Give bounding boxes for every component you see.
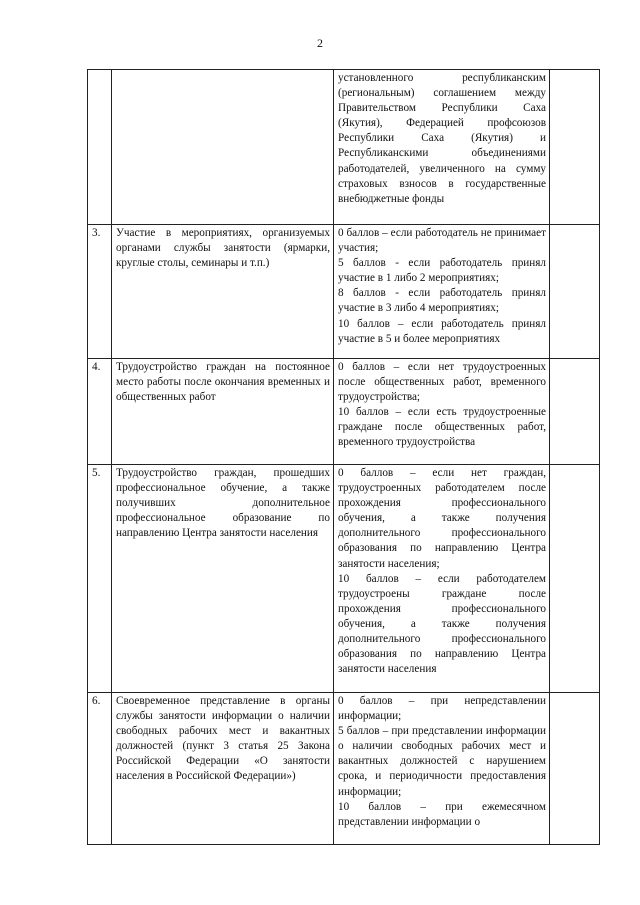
empty-cell [550, 225, 600, 359]
table-row [88, 225, 600, 359]
empty-cell [550, 465, 600, 693]
score-line: 5 баллов - если работодатель принял участие в 1 либо 2 мероприятиях; [338, 257, 546, 285]
criterion-text: Участие в мероприятиях, организуемых органами службы занятости (ярмарки, круглые столы, семинары и т.п.) [112, 225, 334, 359]
score-cell [334, 693, 550, 845]
score-line: 0 баллов – при непредставлении информации; [338, 695, 546, 723]
score-line: 10 баллов – если работодатель принял участие в 5 и более мероприятиях [338, 317, 546, 345]
score-cell [334, 465, 550, 693]
table-row [88, 693, 600, 845]
empty-cell [550, 359, 600, 465]
row-number [88, 70, 112, 225]
empty-cell [550, 70, 600, 225]
row-number: 5. [88, 465, 112, 693]
criterion-text: Трудоустройство граждан, прошедших профессиональное обучение, а также получивших дополнительное профессиональное образование по направлению Центра занятости населения [112, 465, 334, 693]
criteria-table [87, 69, 600, 845]
row-number: 3. [88, 225, 112, 359]
score-line: 5 баллов – при представлении информации о наличии свободных рабочих мест и вакантных должностей с нарушением срока, и периодичности предоставления информации; [338, 725, 546, 798]
score-line: 0 баллов – если работодатель не принимает участия; [338, 227, 546, 255]
empty-cell [550, 693, 600, 845]
score-cell [334, 70, 550, 225]
table-row [88, 465, 600, 693]
row-number: 6. [88, 693, 112, 845]
criterion-text [112, 70, 334, 225]
score-line: 8 баллов - если работодатель принял участие в 3 либо 4 мероприятиях; [338, 287, 546, 315]
score-line: 0 баллов – если нет трудоустроенных после общественных работ, временного трудоустройства; [338, 361, 546, 404]
criterion-text: Своевременное представление в органы службы занятости информации о наличии свободных рабочих мест и вакантных должностей (пункт 3 статья 25 Закона Российской Федерации «О занятости населения в Российской Федерации») [112, 693, 334, 845]
table-row [88, 70, 600, 225]
score-line: 10 баллов – если есть трудоустроенные граждане после общественных работ, временного трудоустройства [338, 406, 546, 449]
score-cell [334, 225, 550, 359]
score-line: установленного республиканским (региональным) соглашением между Правительством Республики Саха (Якутия), Федерацией профсоюзов Республики Саха (Якутия) и Республиканскими объединениями работодателей, увеличенного на сумму страховых взносов в государственные внебюджетные фонды [338, 72, 546, 205]
criterion-text: Трудоустройство граждан на постоянное место работы после окончания временных и общественных работ [112, 359, 334, 465]
row-number: 4. [88, 359, 112, 465]
table-row [88, 359, 600, 465]
score-line: 10 баллов – если работодателем трудоустроены граждане после прохождения профессионального обучения, а также получения дополнительного профессионального образования по направлению Центра занятости населения [338, 572, 546, 676]
score-line: 0 баллов – если нет граждан, трудоустроенных работодателем после прохождения профессионального обучения, а также получения дополнительного профессионального образования по направлению Центра занятости населения; [338, 467, 546, 570]
page-number: 2 [317, 36, 323, 50]
score-line: 10 баллов – при ежемесячном представлении информации о [338, 800, 546, 828]
score-cell [334, 359, 550, 465]
